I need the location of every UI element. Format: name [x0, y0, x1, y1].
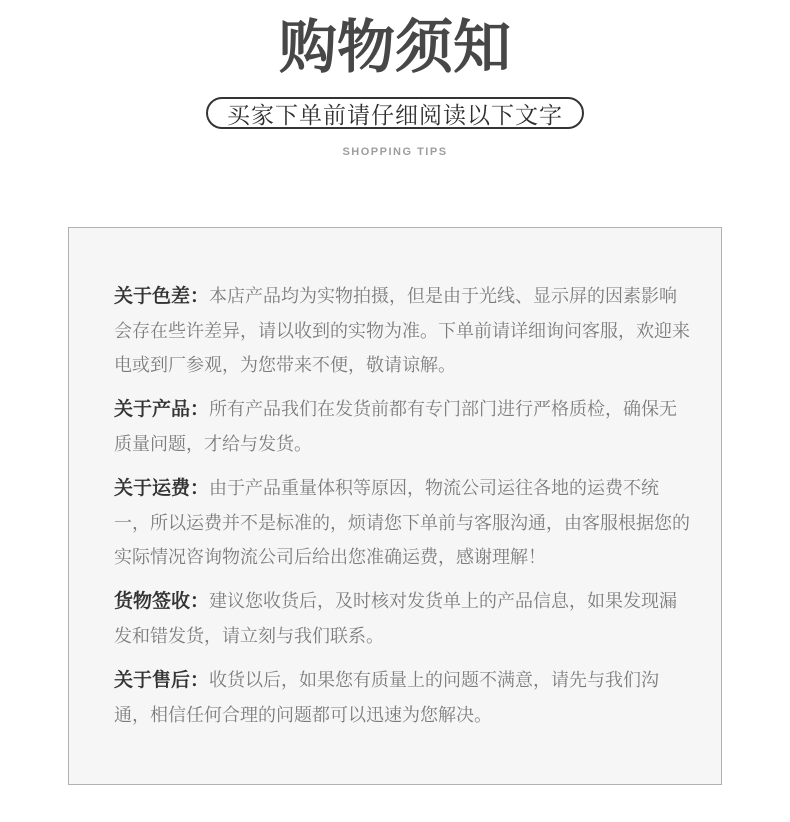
subtitle-pill [206, 97, 584, 129]
section-label: 关于售后： [114, 670, 210, 691]
section-text: 本店产品均为实物拍摄，但是由于光线、显示屏的因素影响会存在些许差异，请以收到的实物为准。下单前请详细询问客服，欢迎来电或到厂参观，为您带来不便，敬请谅解。 [114, 286, 690, 375]
section-label: 关于运费： [114, 478, 210, 499]
section-text: 收货以后，如果您有质量上的问题不满意，请先与我们沟通，相信任何合理的问题都可以迅速为您解决。 [114, 670, 660, 725]
notice-section [114, 471, 692, 574]
section-label: 关于色差： [114, 286, 210, 307]
section-text: 建议您收货后，及时核对发货单上的产品信息，如果发现漏发和错发货，请立刻与我们联系。 [114, 591, 678, 646]
section-text: 所有产品我们在发货前都有专门部门进行严格质检，确保无质量问题，才给与发货。 [114, 399, 678, 454]
section-text: 由于产品重量体积等原因，物流公司运往各地的运费不统一，所以运费并不是标准的，烦请您下单前与客服沟通，由客服根据您的实际情况咨询物流公司后给出您准确运费，感谢理解！ [114, 478, 690, 567]
notice-section [114, 584, 692, 653]
notice-section [114, 663, 692, 732]
section-label: 货物签收： [114, 591, 210, 612]
notice-panel [68, 227, 722, 785]
section-label: 关于产品： [114, 399, 210, 420]
notice-section [114, 279, 692, 382]
notice-section [114, 392, 692, 461]
subtitle-text: 买家下单前请仔细阅读以下文字 [227, 101, 563, 128]
page-title: 购物须知 [278, 15, 511, 80]
tagline-text: SHOPPING TIPS [342, 146, 448, 158]
